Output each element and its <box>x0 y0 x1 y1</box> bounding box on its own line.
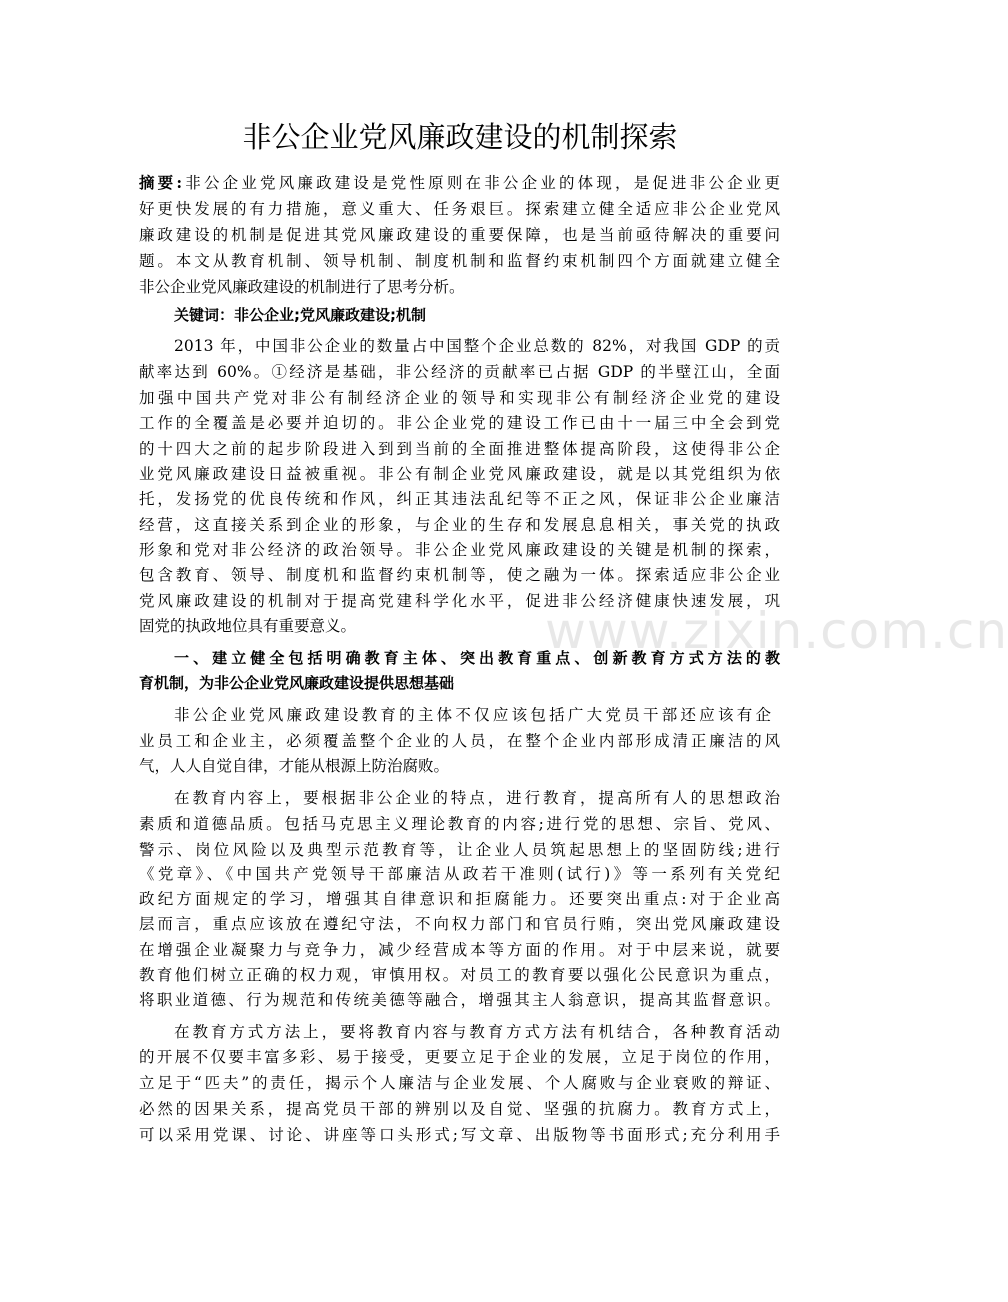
section-heading-line: 育机制，为非公企业党风廉政建设提供思想基础 <box>139 674 455 692</box>
abstract-line: 廉政建设的机制是促进其党风廉政建设的重要保障，也是当前亟待解决的重要问 <box>139 226 780 244</box>
paragraph-line: 工作的全覆盖是必要并迫切的。非公企业党的建设工作已由十一届三中全会到党 <box>139 414 780 432</box>
paragraph-line: 加强中国共产党对非公有制经济企业的领导和实现非公有制经济企业党的建设 <box>139 389 780 407</box>
paragraph-line: 教育他们树立正确的权力观，审慎用权。对员工的教育要以强化公民意识为重点， <box>139 966 780 984</box>
abstract-line: 非公企业党风廉政建设的机制进行了思考分析。 <box>139 278 465 296</box>
abstract-line: 好更快发展的有力措施，意义重大、任务艰巨。探索建立健全适应非公企业党风 <box>139 200 780 218</box>
paragraph-line: 《党章》、《中国共产党领导干部廉洁从政若干准则(试行)》等一系列有关党纪 <box>139 865 780 883</box>
paragraph-line: 经营，这直接关系到企业的形象，与企业的生存和发展息息相关，事关党的执政 <box>139 516 780 534</box>
paragraph-line: 在教育内容上，要根据非公企业的特点，进行教育，提高所有人的思想政治 <box>174 789 780 807</box>
paragraph-line: 2013 年，中国非公企业的数量占中国整个企业总数的 82%，对我国 GDP 的贡 <box>174 337 780 355</box>
paragraph-line: 立足于“匹夫”的责任，揭示个人廉洁与企业发展、个人腐败与企业衰败的辩证、 <box>139 1074 780 1092</box>
paragraph-line: 业员工和企业主，必须覆盖整个企业的人员，在整个企业内部形成清正廉洁的风 <box>139 732 780 750</box>
paragraph-line: 固党的执政地位具有重要意义。 <box>139 617 357 635</box>
paragraph-line: 包含教育、领导、制度机和监督约束机制等，使之融为一体。探索适应非公企业 <box>139 566 780 584</box>
abstract-text: 非公企业党风廉政建设是党性原则在非公企业的体现，是促进非公企业更 <box>182 174 780 192</box>
document-title: 非公企业党风廉政建设的机制探索 <box>242 120 678 154</box>
abstract-label: 摘要: <box>139 173 183 192</box>
paragraph-line: 献率达到 60%。①经济是基础，非公经济的贡献率已占据 GDP 的半壁江山，全面 <box>139 363 780 381</box>
paragraph-line: 的开展不仅要丰富多彩、易于接受，更要立足于企业的发展，立足于岗位的作用， <box>139 1048 780 1066</box>
paragraph-line: 层而言，重点应该放在遵纪守法，不向权力部门和官员行贿，突出党风廉政建设 <box>139 915 780 933</box>
paragraph-line: 党风廉政建设的机制对于提高党建科学化水平，促进非公经济健康快速发展，巩 <box>139 592 780 610</box>
paragraph-line: 在教育方式方法上，要将教育内容与教育方式方法有机结合，各种教育活动 <box>174 1023 780 1041</box>
paragraph-line: 托，发扬党的优良传统和作风，纠正其违法乱纪等不正之风，保证非公企业廉洁 <box>139 490 780 508</box>
keywords: 关键词：非公企业;党风廉政建设;机制 <box>174 306 426 324</box>
paragraph-line: 形象和党对非公经济的政治领导。非公企业党风廉政建设的关键是机制的探索， <box>139 541 780 559</box>
paragraph-line: 气，人人自觉自律，才能从根源上防治腐败。 <box>139 757 450 775</box>
paragraph-line: 的十四大之前的起步阶段进入到到当前的全面推进整体提高阶段，这使得非公企 <box>139 440 780 458</box>
abstract-line: 题。本文从教育机制、领导机制、制度机制和监督约束机制四个方面就建立健全 <box>139 252 780 270</box>
paragraph-line: 在增强企业凝聚力与竞争力，减少经营成本等方面的作用。对于中层来说，就要 <box>139 941 780 959</box>
section-heading-line: 一、建立健全包括明确教育主体、突出教育重点、创新教育方式方法的教 <box>174 649 780 667</box>
watermark: www.zixin.com.cn <box>545 602 1008 660</box>
abstract-line <box>139 173 780 193</box>
paragraph-line: 警示、岗位风险以及典型示范教育等，让企业人员筑起思想上的坚固防线;进行 <box>139 841 780 859</box>
paragraph-line: 业党风廉政建设日益被重视。非公有制企业党风廉政建设，就是以其党组织为依 <box>139 465 780 483</box>
paragraph-line: 政纪方面规定的学习，增强其自律意识和拒腐能力。还要突出重点:对于企业高 <box>139 890 780 908</box>
paragraph-line: 可以采用党课、讨论、讲座等口头形式;写文章、出版物等书面形式;充分利用手 <box>139 1126 780 1144</box>
paragraph-line: 素质和道德品质。包括马克思主义理论教育的内容;进行党的思想、宗旨、党风、 <box>139 815 780 833</box>
paragraph-line: 非公企业党风廉政建设教育的主体不仅应该包括广大党员干部还应该有企 <box>174 706 771 724</box>
paragraph-line: 将职业道德、行为规范和传统美德等融合，增强其主人翁意识，提高其监督意识。 <box>139 991 780 1009</box>
paragraph-line: 必然的因果关系，提高党员干部的辨别以及自觉、坚强的抗腐力。教育方式上， <box>139 1100 780 1118</box>
